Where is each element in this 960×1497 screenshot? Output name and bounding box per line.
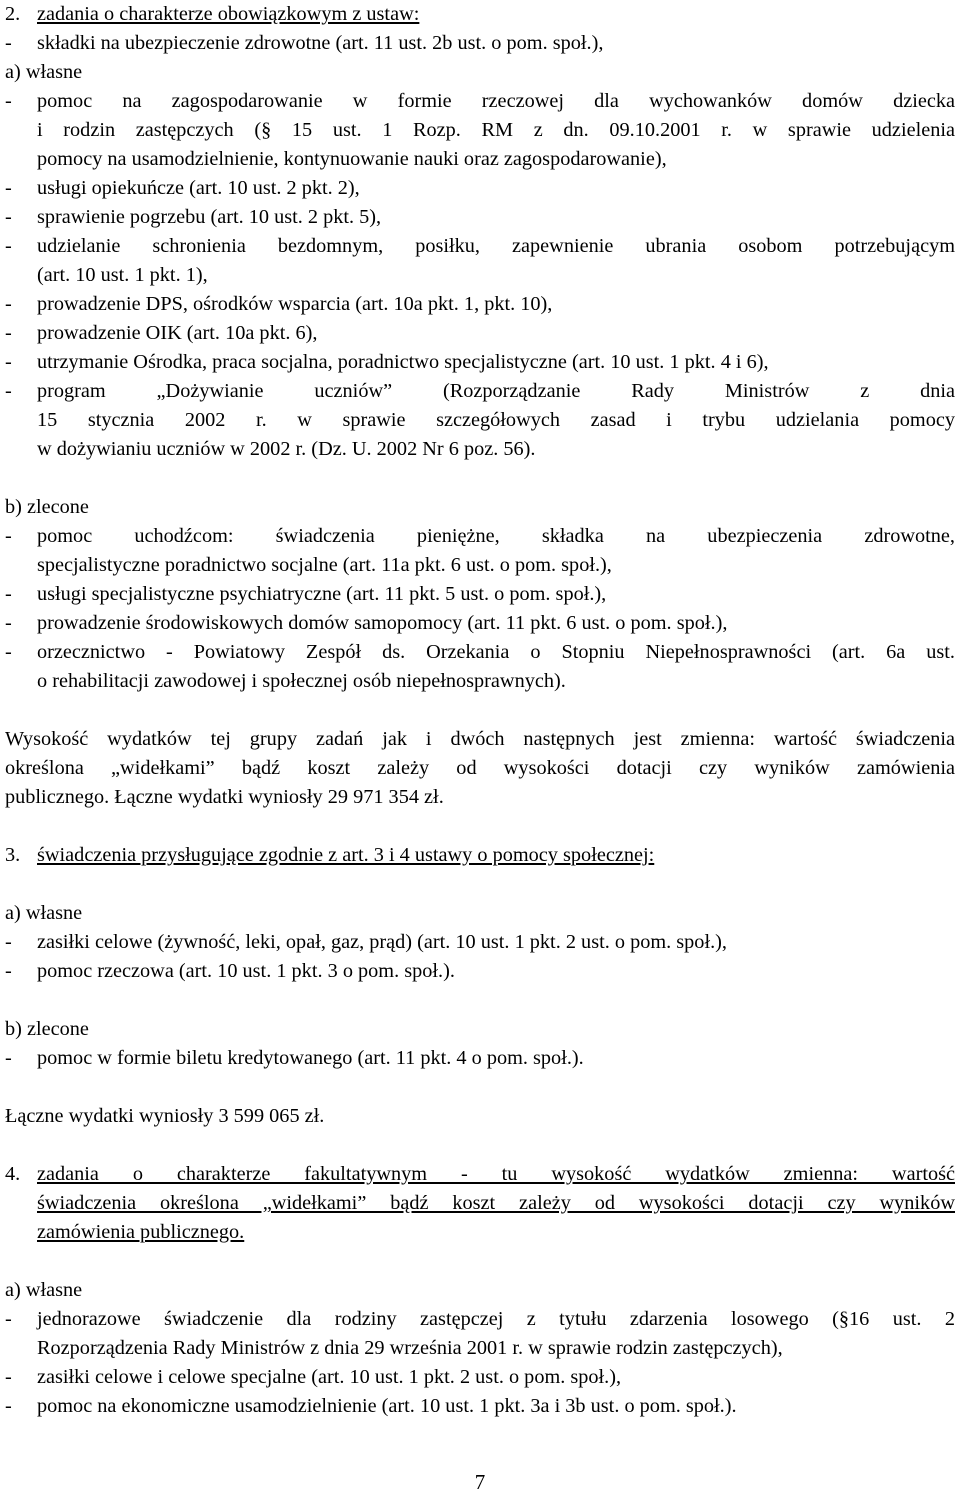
- list-item: - usługi opiekuńcze (art. 10 ust. 2 pkt. 2),: [5, 177, 360, 199]
- list-item: - pomoc na ekonomiczne usamodzielnienie (art. 10 ust. 1 pkt. 3a i 3b ust. o pom. społ.).: [5, 1395, 737, 1417]
- list-item: - składki na ubezpieczenie zdrowotne (art. 11 ust. 2b ust. o pom. społ.),: [5, 32, 604, 54]
- section-4-heading: 4. zadania o charakterze fakultatywnym - tu wysokość wydatków zmienna: wartość świadczenia określona „widełkami” bądź koszt zależy od wysokości dotacji czy wyników zamówienia publicznego.: [5, 1163, 955, 1243]
- summary-paragraph: Łączne wydatki wyniosły 3 599 065 zł.: [5, 1105, 325, 1127]
- subsection-label-own: a) własne: [5, 61, 83, 83]
- list-item: - prowadzenie środowiskowych domów samopomocy (art. 11 pkt. 6 ust. o pom. społ.),: [5, 612, 728, 634]
- list-item: - prowadzenie DPS, ośrodków wsparcia (art. 10a pkt. 1, pkt. 10),: [5, 293, 553, 315]
- section-3-heading: 3. świadczenia przysługujące zgodnie z art. 3 i 4 ustawy o pomocy społecznej:: [5, 844, 655, 866]
- list-item: - orzecznictwo - Powiatowy Zespół ds. Orzekania o Stopniu Niepełnosprawności (art. 6a ust. o rehabilitacji zawodowej i społecznej osób niepełnosprawnych).: [5, 641, 955, 692]
- section-title: zadania o charakterze obowiązkowym z ustaw:: [37, 3, 420, 25]
- list-item: - program „Dożywianie uczniów” (Rozporządzanie Rady Ministrów z dnia 15 stycznia 2002 r. w sprawie szczegółowych zasad i trybu udzielania pomocy w dożywianiu uczniów w 2002 r. (Dz. U. 2002 Nr 6 poz. 56).: [5, 380, 955, 460]
- list-item: - zasiłki celowe i celowe specjalne (art. 10 ust. 1 pkt. 2 ust. o pom. społ.),: [5, 1366, 622, 1388]
- list-item: - udzielanie schronienia bezdomnym, posiłku, zapewnienie ubrania osobom potrzebującym (art. 10 ust. 1 pkt. 1),: [5, 235, 955, 286]
- list-item: - zasiłki celowe (żywność, leki, opał, gaz, prąd) (art. 10 ust. 1 pkt. 2 ust. o pom. społ.),: [5, 931, 727, 953]
- subsection-label-commissioned: b) zlecone: [5, 496, 89, 518]
- section-number: 2.: [5, 3, 21, 25]
- subsection-label-own: a) własne: [5, 1279, 83, 1301]
- subsection-label-own: a) własne: [5, 902, 83, 924]
- list-item: - pomoc rzeczowa (art. 10 ust. 1 pkt. 3 o pom. społ.).: [5, 960, 455, 982]
- subsection-label-commissioned: b) zlecone: [5, 1018, 89, 1040]
- list-item: - utrzymanie Ośrodka, praca socjalna, poradnictwo specjalistyczne (art. 10 ust. 1 pkt. 4 i 6),: [5, 351, 769, 373]
- list-item: - pomoc w formie biletu kredytowanego (art. 11 pkt. 4 o pom. społ.).: [5, 1047, 584, 1069]
- page-number: 7: [474, 1470, 486, 1494]
- section-2-heading: [5, 0, 955, 29]
- list-item: - pomoc na zagospodarowanie w formie rzeczowej dla wychowanków domów dziecka i rodzin zastępczych (§ 15 ust. 1 Rozp. RM z dn. 09.10.2001 r. w sprawie udzielenia pomocy na usamodzielnienie, kontynuowanie nauki oraz zagospodarowanie),: [5, 90, 955, 170]
- list-item: - usługi specjalistyczne psychiatryczne (art. 11 pkt. 5 ust. o pom. społ.),: [5, 583, 607, 605]
- summary-paragraph: Wysokość wydatków tej grupy zadań jak i dwóch następnych jest zmienna: wartość świadczenia określona „widełkami” bądź koszt zależy od wysokości dotacji czy wyników zamówienia publicznego. Łączne wydatki wyniosły 29 971 354 zł.: [5, 728, 955, 808]
- document-page: [5, 0, 955, 1421]
- list-item: - prowadzenie OIK (art. 10a pkt. 6),: [5, 322, 318, 344]
- list-item: - jednorazowe świadczenie dla rodziny zastępczej z tytułu zdarzenia losowego (§16 ust. 2 Rozporządzenia Rady Ministrów z dnia 29 września 2001 r. w sprawie rodzin zastępczych),: [5, 1308, 955, 1359]
- list-item: - sprawienie pogrzebu (art. 10 ust. 2 pkt. 5),: [5, 206, 382, 228]
- list-item: - pomoc uchodźcom: świadczenia pieniężne, składka na ubezpieczenia zdrowotne, specjalistyczne poradnictwo socjalne (art. 11a pkt. 6 ust. o pom. społ.),: [5, 525, 955, 576]
